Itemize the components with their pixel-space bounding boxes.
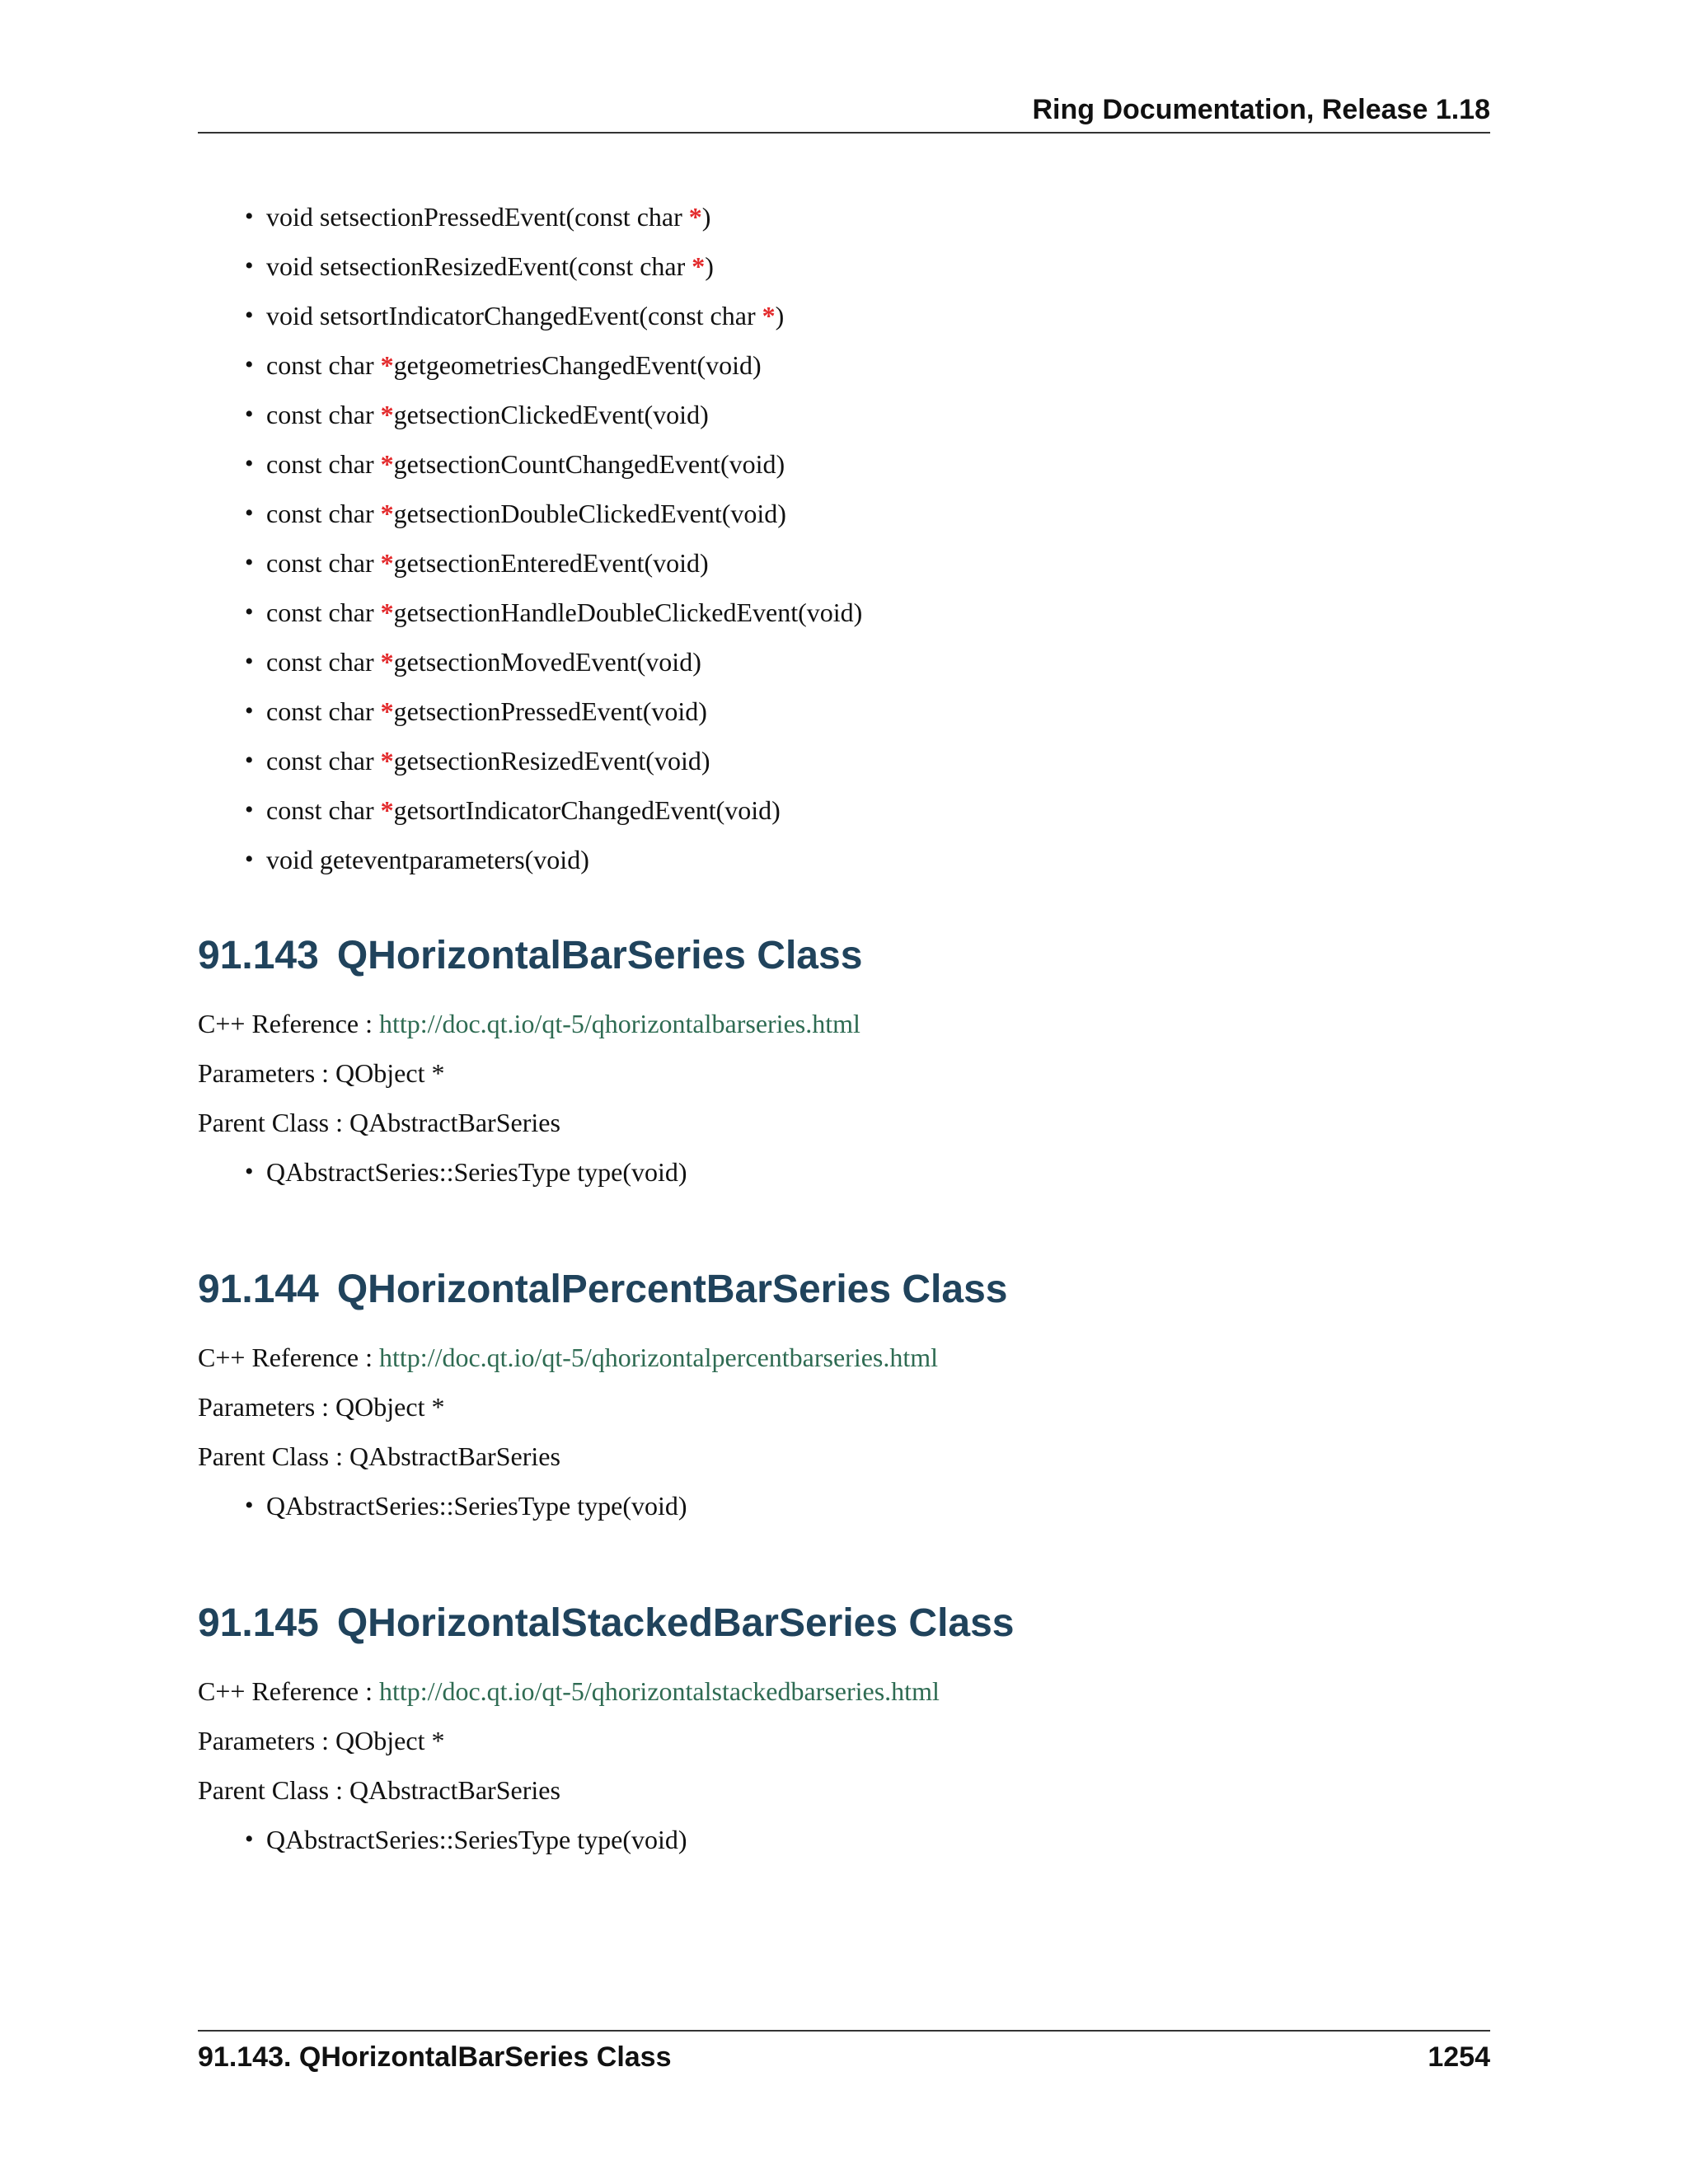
method-text: getsectionHandleDoubleClickedEvent(void): [393, 598, 863, 627]
method-text: const char: [266, 499, 381, 528]
method-text: const char: [266, 647, 381, 677]
method-list: [198, 1488, 1490, 1537]
method-item: [198, 1821, 1490, 1871]
method-text: getsectionPressedEvent(void): [393, 696, 707, 726]
parent-class-line: Parent Class : QAbstractBarSeries: [198, 1441, 560, 1471]
method-text: getsectionResizedEvent(void): [393, 746, 710, 776]
method-text: getsectionClickedEvent(void): [393, 400, 709, 429]
section-number: 91.144: [198, 1268, 319, 1311]
method-text: const char: [266, 400, 381, 429]
pointer-star: *: [762, 301, 776, 330]
ref-label: C++ Reference :: [198, 1343, 379, 1372]
method-item: [198, 743, 1490, 792]
method-item: [198, 693, 1490, 743]
bullet-icon: •: [245, 648, 254, 675]
method-text: ): [705, 251, 714, 281]
method-item: [198, 594, 1490, 644]
bullet-icon: •: [245, 549, 254, 576]
method-list: [198, 1154, 1490, 1203]
pointer-star: *: [380, 746, 394, 776]
method-text: getsectionEnteredEvent(void): [393, 548, 709, 578]
section-title: QHorizontalBarSeries Class: [336, 934, 863, 977]
bullet-icon: •: [245, 1158, 254, 1185]
bullet-icon: •: [245, 1825, 254, 1853]
section-title: QHorizontalStackedBarSeries Class: [336, 1601, 1015, 1645]
parent-class-line: Parent Class : QAbstractBarSeries: [198, 1108, 560, 1137]
footer-section-title: 91.143. QHorizontalBarSeries Class: [198, 2041, 672, 2073]
pointer-star: *: [380, 696, 394, 726]
reference-link[interactable]: http://doc.qt.io/qt-5/qhorizontalstackedbarseries.html: [379, 1676, 940, 1706]
method-item: [198, 396, 1490, 446]
bullet-icon: •: [245, 697, 254, 724]
parent-class-line: Parent Class : QAbstractBarSeries: [198, 1775, 560, 1805]
page-number: 1254: [1428, 2041, 1490, 2073]
pointer-star: *: [380, 350, 394, 380]
method-text: void setsectionResizedEvent(const char: [266, 251, 692, 281]
method-text: ): [701, 202, 711, 232]
method-signature: QAbstractSeries::SeriesType type(void): [266, 1491, 687, 1521]
pointer-star: *: [380, 598, 394, 627]
method-text: void geteventparameters(void): [266, 845, 589, 874]
method-item: [198, 1154, 1490, 1203]
bullet-icon: •: [245, 499, 254, 527]
method-item: [198, 248, 1490, 298]
method-item: [198, 347, 1490, 396]
pointer-star: *: [380, 449, 394, 479]
method-item: [198, 792, 1490, 841]
method-list-top: [198, 199, 1490, 891]
section-91-145: [198, 1599, 1490, 1871]
reference-link[interactable]: http://doc.qt.io/qt-5/qhorizontalbarseries.html: [379, 1009, 860, 1038]
method-text: const char: [266, 548, 381, 578]
section-heading: [198, 1599, 1490, 1673]
page-footer: [198, 2030, 1490, 2081]
bullet-icon: •: [245, 1492, 254, 1519]
method-text: const char: [266, 350, 381, 380]
pointer-star: *: [380, 647, 394, 677]
section-91-143: [198, 931, 1490, 1203]
pointer-star: *: [380, 548, 394, 578]
bullet-icon: •: [245, 450, 254, 477]
header-title: Ring Documentation, Release 1.18: [1032, 94, 1490, 125]
parameters-line: Parameters : QObject *: [198, 1726, 445, 1755]
method-text: const char: [266, 696, 381, 726]
bullet-icon: •: [245, 598, 254, 626]
section-title: QHorizontalPercentBarSeries Class: [336, 1268, 1008, 1311]
ref-label: C++ Reference :: [198, 1676, 379, 1706]
method-text: getsectionMovedEvent(void): [393, 647, 701, 677]
section-91-144: [198, 1265, 1490, 1537]
bullet-icon: •: [245, 796, 254, 823]
page-header: [198, 91, 1490, 134]
method-text: ): [775, 301, 785, 330]
pointer-star: *: [380, 400, 394, 429]
method-text: const char: [266, 795, 381, 825]
method-text: void setsectionPressedEvent(const char: [266, 202, 689, 232]
reference-link[interactable]: http://doc.qt.io/qt-5/qhorizontalpercentbarseries.html: [379, 1343, 939, 1372]
method-signature: QAbstractSeries::SeriesType type(void): [266, 1157, 687, 1187]
section-heading: [198, 1265, 1490, 1339]
bullet-icon: •: [245, 203, 254, 230]
method-text: const char: [266, 449, 381, 479]
document-page: [198, 0, 1490, 2184]
method-text: getgeometriesChangedEvent(void): [393, 350, 762, 380]
pointer-star: *: [380, 795, 394, 825]
parameters-line: Parameters : QObject *: [198, 1058, 445, 1088]
method-item: [198, 1488, 1490, 1537]
bullet-icon: •: [245, 401, 254, 428]
pointer-star: *: [380, 499, 394, 528]
ref-label: C++ Reference :: [198, 1009, 379, 1038]
method-item: [198, 446, 1490, 495]
cpp-reference: [198, 1673, 1490, 1722]
section-number: 91.143: [198, 934, 319, 977]
method-text: const char: [266, 746, 381, 776]
method-text: void setsortIndicatorChangedEvent(const char: [266, 301, 762, 330]
method-text: getsectionCountChangedEvent(void): [393, 449, 785, 479]
method-text: getsectionDoubleClickedEvent(void): [393, 499, 786, 528]
method-list: [198, 1821, 1490, 1871]
method-item: [198, 199, 1490, 248]
method-item: [198, 298, 1490, 347]
pointer-star: *: [692, 251, 706, 281]
method-item: [198, 495, 1490, 545]
method-item: [198, 644, 1490, 693]
bullet-icon: •: [245, 351, 254, 378]
method-text: getsortIndicatorChangedEvent(void): [393, 795, 781, 825]
bullet-icon: •: [245, 302, 254, 329]
section-number: 91.145: [198, 1601, 319, 1645]
bullet-icon: •: [245, 846, 254, 873]
pointer-star: *: [688, 202, 702, 232]
method-item: [198, 841, 1490, 891]
method-signature: QAbstractSeries::SeriesType type(void): [266, 1825, 687, 1854]
bullet-icon: •: [245, 747, 254, 774]
bullet-icon: •: [245, 252, 254, 279]
method-item: [198, 545, 1490, 594]
cpp-reference: [198, 1005, 1490, 1055]
section-heading: [198, 931, 1490, 1005]
cpp-reference: [198, 1339, 1490, 1389]
parameters-line: Parameters : QObject *: [198, 1392, 445, 1422]
bullet-list: [198, 199, 1490, 891]
method-text: const char: [266, 598, 381, 627]
